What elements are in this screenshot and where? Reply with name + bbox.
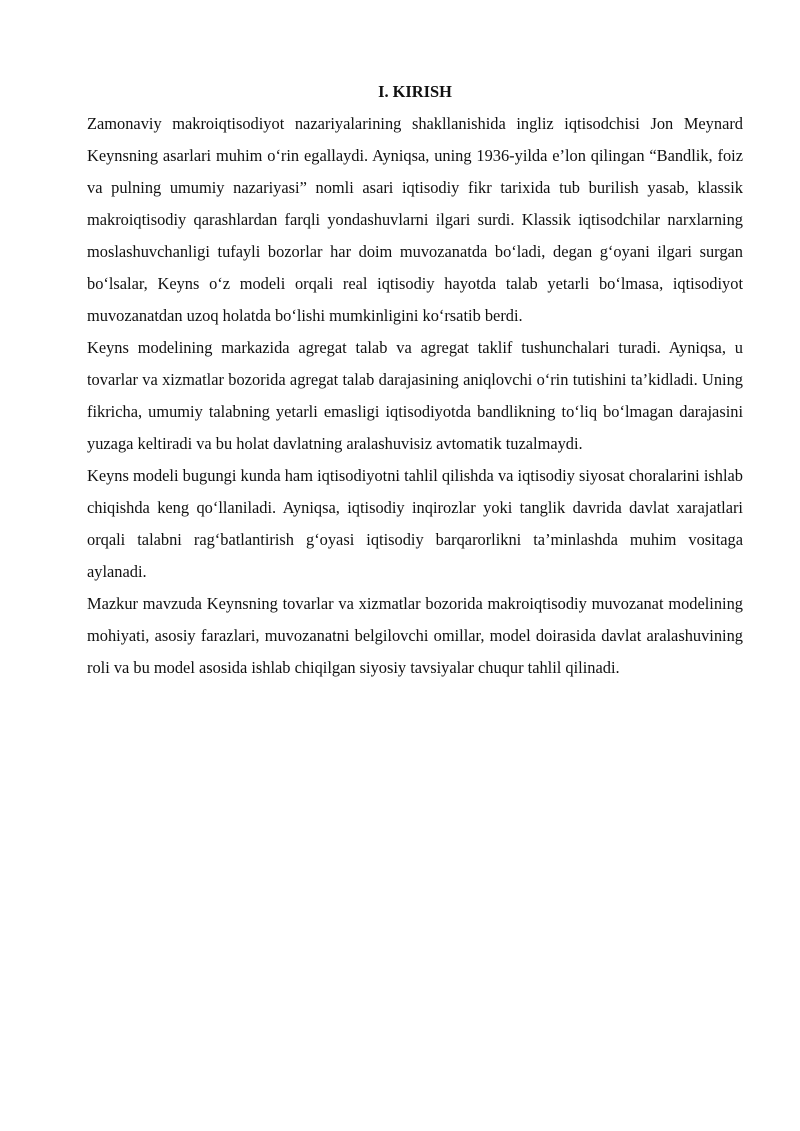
paragraph-3: Keyns modeli bugungi kunda ham iqtisodiyotni tahlil qilishda va iqtisodiy siyosat choralarini ishlab chiqishda keng qo‘llaniladi. Ayniqsa, iqtisodiy inqirozlar yoki tanglik davrida davlat xarajatlari orqali talabni rag‘batlantirish g‘oyasi iqtisodiy barqarorlikni ta’minlashda muhim vositaga aylanadi. — [87, 466, 743, 581]
paragraph-4: Mazkur mavzuda Keynsning tovarlar va xizmatlar bozorida makroiqtisodiy muvozanat modelining mohiyati, asosiy farazlari, muvozanatni belgilovchi omillar, model doirasida davlat aralashuvining roli va bu model asosida ishlab chiqilgan siyosiy tavsiyalar chuqur tahlil qilinadi. — [87, 594, 743, 677]
document-body — [87, 76, 743, 684]
paragraph-2: Keyns modelining markazida agregat talab va agregat taklif tushunchalari turadi. Ayniqsa, u tovarlar va xizmatlar bozorida agregat talab darajasining aniqlovchi o‘rin tutishini ta’kidladi. Uning fikricha, umumiy talabning yetarli emasligi iqtisodiyotda bandlikning to‘liq bo‘lmagan darajasini yuzaga keltiradi va bu holat davlatning aralashuvisiz avtomatik tuzalmaydi. — [87, 338, 743, 453]
section-heading: I. KIRISH — [378, 82, 452, 101]
paragraph-1: Zamonaviy makroiqtisodiyot nazariyalarining shakllanishida ingliz iqtisodchisi Jon Meynard Keynsning asarlari muhim o‘rin egallaydi. Ayniqsa, uning 1936-yilda e’lon qilingan “Bandlik, foiz va pulning umumiy nazariyasi” nomli asari iqtisodiy fikr tarixida tub burilish yasab, klassik makroiqtisodiy qarashlardan farqli yondashuvlarni ilgari surdi. Klassik iqtisodchilar narxlarning moslashuvchanligi tufayli bozorlar har doim muvozanatda bo‘ladi, degan g‘oyani ilgari surgan bo‘lsalar, Keyns o‘z modeli orqali real iqtisodiy hayotda talab yetarli bo‘lmasa, iqtisodiyot muvozanatdan uzoq holatda bo‘lishi mumkinligini ko‘rsatib berdi. — [87, 114, 743, 325]
